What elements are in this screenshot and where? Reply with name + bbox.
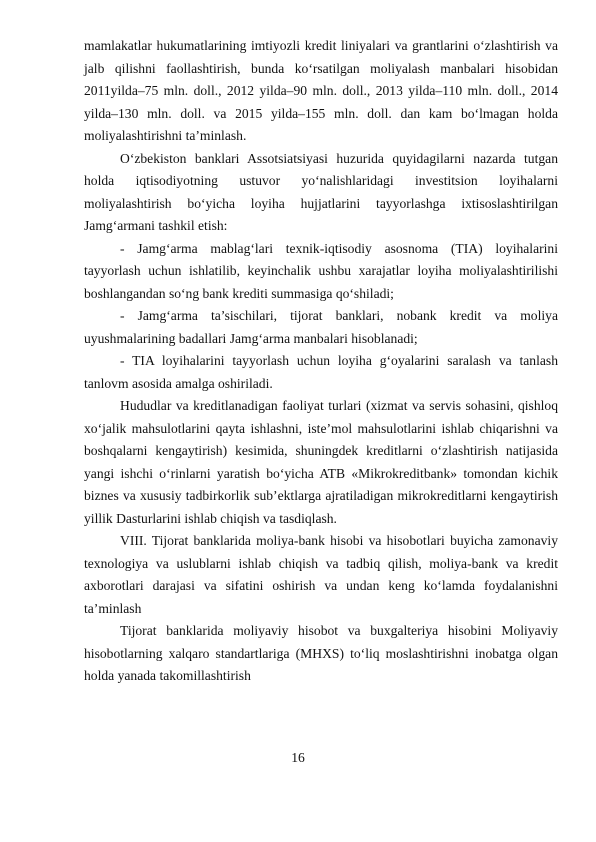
paragraph-tia-selection: - TIA loyihalarini tayyorlash uchun loyiha g‘oyalarini saralash va tanlash tanlovm asosida amalga oshiriladi. [84,353,558,391]
paragraph-fund-resources-usage: - Jamg‘arma mablag‘lari texnik-iqtisodiy asosnoma (TIA) loyihalarini tayyorlash uchun ishlatilib, keyinchalik ushbu xarajatlar loyiha moliyalashtirilishi boshlangandan so‘ng bank krediti summasiga qo‘shiladi; [84,240,558,301]
paragraph-fund-sources: - Jamg‘arma ta’sischilari, tijorat banklari, nobank kredit va moliya uyushmalarining badallari Jamg‘arma manbalari hisoblanadi; [84,308,558,346]
paragraph-funding-targets: mamlakatlar hukumatlarining imtiyozli kredit liniyalari va grantlarini o‘zlashtirish va jalb qilishni faollashtirish, bunda ko‘rsatilgan moliyalash manbalari hisobidan 2011yilda–75 mln. doll., 2012 yilda–90 mln. doll., 2013 yilda–110 mln. doll., 2014 yilda–130 mln. doll. va 2015 yilda–155 mln. doll. dan kam bo‘lmagan holda moliyalashtirishni ta’minlash. [84,38,558,143]
paragraph-ifrs-reporting: Tijorat banklarida moliyaviy hisobot va buxgalteriya hisobini Moliyaviy hisobotlarning xalqaro standartlariga (MHXS) to‘liq moslashtirishni inobatga olgan holda yanada takomillashtirish [84,623,558,683]
document-body [84,35,558,688]
paragraph-microcredit-programs: Hududlar va kreditlanadigan faoliyat turlari (xizmat va servis sohasini, qishloq xo‘jalik mahsulotlarini qayta ishlashni, iste’mol mahsulotlarini ishlab chiqarishni va boshqalarni kengaytirish) kesimida, shuningdek kreditlarni o‘zlashtirish natijasida yangi ishchi o‘rinlarni yaratish bo‘yicha ATB «Mikrokreditbank» tomondan kichik biznes va xususiy tadbirkorlik sub’ektlarga ajratiladigan mikrokreditlarni kengaytirish yillik Dasturlarini ishlab chiqish va tasdiqlash. [84,398,558,526]
section-heading-viii: VIII. Tijorat banklarida moliya-bank hisobi va hisobotlari buyicha zamonaviy texnologiya va uslublarni ishlab chiqish va tadbiq qilish, moliya-bank va kredit axborotlari darajasi va sifatini oshirish va undan keng ko‘lamda foydalanishni ta’minlash [84,533,558,616]
paragraph-banks-association-fund: O‘zbekiston banklari Assotsiatsiyasi huzurida quyidagilarni nazarda tutgan holda iqtisodiyotning ustuvor yo‘nalishlaridagi investitsion loyihalarni moliyalashtirish bo‘yicha loyiha hujjatlarini tayyorlashga ixtisoslashtirilgan Jamg‘armani tashkil etish: [84,150,558,233]
page-number: 16 [291,750,305,765]
